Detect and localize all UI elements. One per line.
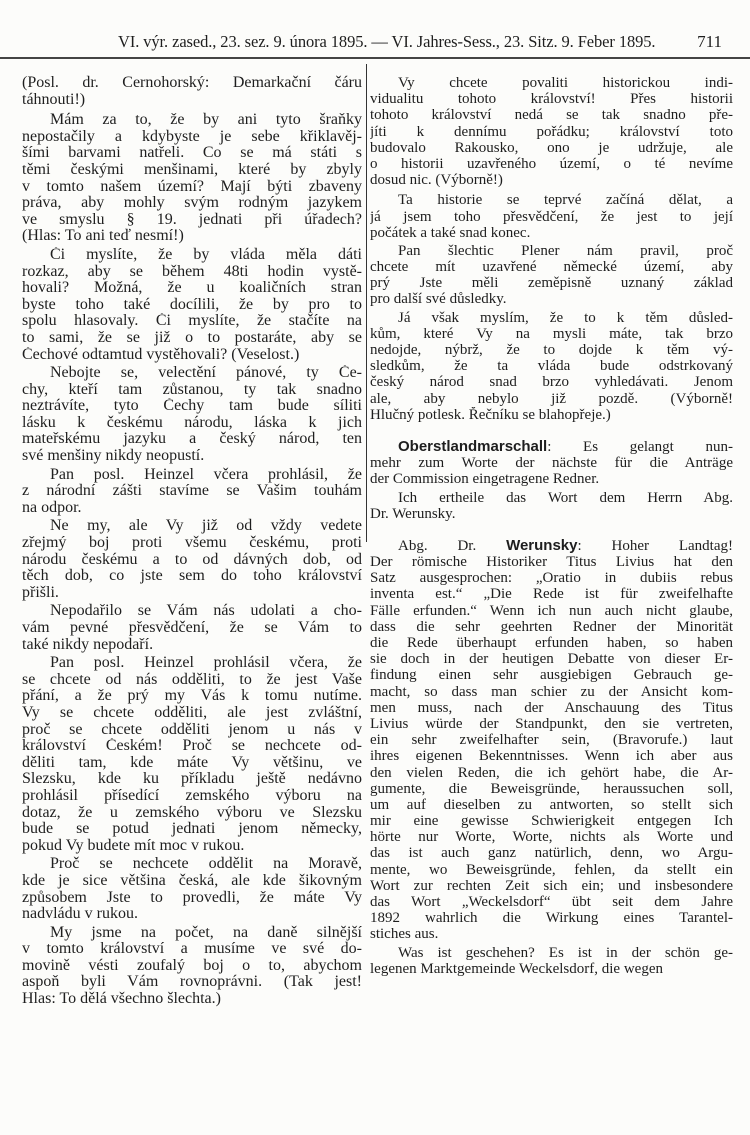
text-line: nedojde, nýbrž, že to dojde k těm vý- [370, 342, 733, 358]
text-line: die Rede überhaupt erfunden haben, so haben [370, 635, 733, 651]
paragraph [370, 310, 733, 423]
text-line: o historii uzavřeného území, o té nevíme [370, 155, 733, 172]
text-line: gumente, die Beweisgründe, heraussuchen soll, [370, 780, 733, 797]
text-line: legenen Marktgemeinde Weckelsdorf, die wegen [370, 960, 663, 977]
text-section [370, 538, 733, 977]
text-line: mehr zum Worte der nächste für die Anträge [370, 455, 733, 472]
text-line: dass die sehr geehrten Redner der Minorität [370, 618, 733, 635]
text-line: Wort zur rechten Zeit sich ein; und insbesondere [370, 877, 733, 894]
text-line: v tomto království a musíme ve své do- [22, 941, 362, 958]
text-line: dotaz, že u zemského výboru ve Slezsku [22, 804, 362, 821]
paragraph [370, 243, 733, 308]
text-line: národu českému a to od dávných dob, od [22, 551, 362, 568]
text-line: (Hlas: To ani teď nesmí!) [22, 228, 184, 245]
text-line: aspoň byli Vám rovnoprávni. (Tak jest! [22, 974, 362, 991]
text-line: své menšiny nikdy neopustí. [22, 448, 205, 465]
text-line: tohoto království nedá se tak snadno pře- [370, 107, 733, 124]
text-line: počátek a také snad konec. [370, 224, 531, 241]
text-line: Pan posl. Heinzel prohlásil včera, že [50, 655, 362, 672]
paragraph [22, 75, 362, 108]
text-line: (Posl. dr. Cernohorský: Demarkační čáru [22, 75, 362, 91]
text-line: Já však myslím, že to k těm důsled- [398, 309, 733, 326]
text-line: přišli. [22, 584, 59, 601]
paragraph [22, 925, 362, 1008]
text-line: Oberstlandmarschall: Es gelangt nun- [398, 438, 733, 455]
text-line: Pan šlechtic Plener nám pravil, proč [398, 242, 733, 259]
paragraph [370, 75, 733, 188]
text-line: movině vésti zoufalý boj o to, abychom [22, 957, 362, 974]
text-line: Vy se chcete odděliti, ale jest zvláštní, [22, 704, 362, 721]
text-line: men muss, nach der Anschauung des Titus [370, 699, 733, 716]
text-line: ve smyslu § 19. jednati při úřadech? [22, 211, 362, 228]
text-line: pokud Vy budete mít moc v rukou. [22, 837, 245, 854]
text-line: ihres eigenen Bekenntnisses. Wenn ich aber aus [370, 748, 733, 765]
paragraph [22, 518, 362, 601]
text-line: práva, aby mohly svým rodným jazykem [22, 195, 362, 212]
speaker-name: Werunsky [506, 537, 578, 554]
text-line: jíti k dennímu pořádku; království toto [370, 123, 733, 140]
text-line: vidualitu tohoto království! Přes historii [370, 91, 733, 108]
text-line: já jsem toho přesvědčení, že jest to její [370, 208, 733, 225]
text-line: Ne my, ale Vy již od vždy vedete [50, 518, 362, 535]
paragraph [370, 945, 733, 977]
left-column [22, 73, 362, 1008]
text-line: těch dob, co jste sem do toho království [22, 568, 362, 585]
text-line: mente, wo Beweisgründe, fehlen, da stellt ein [370, 861, 733, 878]
text-line: Slezsku, kde ku příkladu ještě nedávno [22, 771, 362, 788]
text-section [370, 75, 733, 423]
paragraph [22, 856, 362, 922]
text-line: Mám za to, že by ani tyto šraňky [50, 112, 362, 129]
text-line: budovalo Rakousko, ono je udržuje, ale [370, 139, 733, 156]
text-line: bude se potud jednati jenom německy, [22, 821, 362, 838]
paragraph [22, 467, 362, 517]
text-line: prý Jste měli zeměpisně uznaný základ [370, 275, 733, 292]
paragraph [370, 490, 733, 522]
text-line: Abg. Dr. Werunsky: Hoher Landtag! [398, 537, 733, 554]
text-line: ale, aby nebylo již pozdě. (Výborně! [370, 390, 733, 407]
text-line: 1892 wahrlich die Wirkung eines Tarantel- [370, 910, 733, 927]
text-line: findung einen sehr ausgiebigen Gebrauch ge- [370, 667, 733, 684]
text-line: Fälle erfunden.“ Wenn ich nun auch nicht glaube, [370, 602, 733, 619]
text-line: se chcete od nás odděliti, to že jest Vaše [22, 671, 362, 688]
paragraph [22, 655, 362, 854]
paragraph [22, 247, 362, 363]
text-line: Nebojte se, velectění pánové, ty Če- [50, 365, 362, 382]
text-line: děliti tam, kde máte Vy většinu, ve [22, 754, 362, 771]
text-line: šími barvami natřeli. Co se má státi s [22, 145, 362, 162]
header-rule [0, 57, 750, 59]
text-line: stiches aus. [370, 926, 439, 943]
text-line: den vielen Reden, die ich gehört habe, die Ar- [370, 764, 733, 781]
page-header [0, 32, 750, 56]
text-line: hörte nur Worte, Worte, nichts als Worte und [370, 829, 733, 846]
text-line: mateřskému jazyku a český národ, ten [22, 431, 362, 448]
text-line: sledkům, že ta vláda bude odstrkovaný [370, 358, 733, 375]
text-line: Der römische Historiker Titus Livius hat den [370, 554, 733, 571]
text-line: také nikdy nepodaří. [22, 636, 154, 653]
paragraph [22, 603, 362, 653]
text-line: mir eine gewisse Schwierigkeit entgegen Ich [370, 813, 733, 830]
right-column [370, 73, 733, 977]
text-line: inventa est.“ „Die Rede ist für zweifelhafte [370, 586, 733, 603]
text-line: český národ snad brzo vyhledávati. Jenom [370, 374, 733, 391]
text-line: táhnouti!) [22, 91, 86, 108]
text-line: Hlas: To dělá všechno šlechta.) [22, 991, 221, 1008]
text-line: království Českém! Proč se nechcete od- [22, 738, 362, 755]
text-line: chcete mít uzavřené německé území, aby [370, 259, 733, 276]
text-section [370, 439, 733, 522]
speaker-name: Oberstlandmarschall [398, 438, 548, 455]
text-line: na odpor. [22, 499, 82, 516]
text-line: Was ist geschehen? Es ist in der schön ge- [398, 944, 733, 961]
text-section [22, 75, 362, 1008]
text-line: macht, so dass man schier zu der Ansicht kom- [370, 683, 733, 700]
text-line: neztrávíte, tyto Čechy tam bude síliti [22, 398, 362, 415]
text-line: um auf dieselben zu antworten, so stellt sich [370, 796, 733, 813]
text-line: chy, kteří tam zůstanou, ty tak snadno [22, 381, 362, 398]
paragraph [370, 439, 733, 488]
text-line: způsobem Jste to provedli, že máte Vy [22, 889, 362, 906]
text-line: Pan posl. Heinzel včera prohlásil, že [50, 466, 362, 483]
text-line: My jsme na počet, na daně silnější [50, 924, 362, 941]
text-line: sie doch in der heutigen Debatte von dieser Er- [370, 651, 733, 668]
running-head: VI. výr. zased., 23. sez. 9. února 1895. — VI. Jahres-Sess., 23. Sitz. 9. Feber 1895. [118, 32, 656, 51]
text-line: to sami, že se již o to postaráte, aby se [22, 329, 362, 346]
text-line: Vy chcete povaliti historickou indi- [398, 75, 733, 91]
column-divider [366, 64, 367, 542]
text-line: proč se chcete odděliti jenom u nás v [22, 721, 362, 738]
page-number: 711 [697, 32, 722, 51]
text-line: těmi českými menšinami, které by zbyly [22, 161, 362, 178]
text-line: pro další své důsledky. [370, 291, 507, 308]
text-line: nepostačily a kdybyste je sebe křiklavěj- [22, 128, 362, 145]
text-line: nadvládu v rukou. [22, 906, 138, 923]
text-line: zřejmý boj proti všemu českému, proti [22, 535, 362, 552]
text-line: Livius würde der Standpunkt, den sie vertreten, [370, 715, 733, 732]
text-line: das Wort „Weckelsdorf“ übt seit dem Jahre [370, 894, 733, 910]
text-line: byste toho také docílili, že by pro to [22, 296, 362, 313]
text-line: rozkaz, aby se během 48ti hodin vystě- [22, 263, 362, 280]
text-line: v tomto našem území? Mají býti zbaveny [22, 178, 362, 195]
paragraph [370, 538, 733, 943]
text-line: Proč se nechcete oddělit na Moravě, [50, 856, 362, 873]
text-line: Ta historie se teprvé začíná dělat, a [398, 192, 733, 209]
text-line: kům, které Vy na mysli máte, tak brzo [370, 325, 733, 342]
text-line: přání, a že prý my Vás k tomu nutíme. [22, 688, 362, 705]
speaker-title: Abg. Dr. [398, 537, 507, 554]
text-line: das ist auch ganz natürlich, denn, wo Argu- [370, 845, 733, 862]
text-line: prohlásil přísedící zemského výboru na [22, 787, 362, 804]
text-line: Hlučný potlesk. Řečníku se blahopřeje.) [370, 406, 611, 423]
paragraph [370, 192, 733, 241]
text-line: z národní zášti stavíme se Vašim touhám [22, 483, 362, 500]
text-line: der Commission eingetragene Redner. [370, 471, 600, 488]
text-line: Či myslíte, že by vláda měla dáti [50, 246, 362, 263]
text-line: vám pevné přesvědčení, že se Vám to [22, 620, 362, 636]
text-line: hovali? Možná, že u koaličních stran [22, 280, 362, 297]
text-line: Čechové odtamtud vystěhovali? (Veselost.) [22, 346, 300, 363]
text-line: spolu hlasovaly. Či myslíte, že stačíte na [22, 313, 362, 330]
paragraph [22, 365, 362, 465]
text-line: kde je sice většina česká, ale kde šikovným [22, 872, 362, 889]
text-line: Dr. Werunsky. [370, 505, 456, 522]
paragraph [22, 112, 362, 245]
text-line: ein sehr zweifelhafter sein, (Bravorufe.) laut [370, 732, 733, 749]
text-line: Ich ertheile das Wort dem Herrn Abg. [398, 489, 733, 506]
text-line: dosud nic. (Výborně!) [370, 172, 503, 189]
text-line: lásku k českému národu, láska k jich [22, 414, 362, 431]
text-line: Satz ausgesprochen: „Oratio in dubiis rebus [370, 570, 733, 587]
text-line: Nepodařilo se Vám nás udolati a cho- [50, 603, 362, 620]
